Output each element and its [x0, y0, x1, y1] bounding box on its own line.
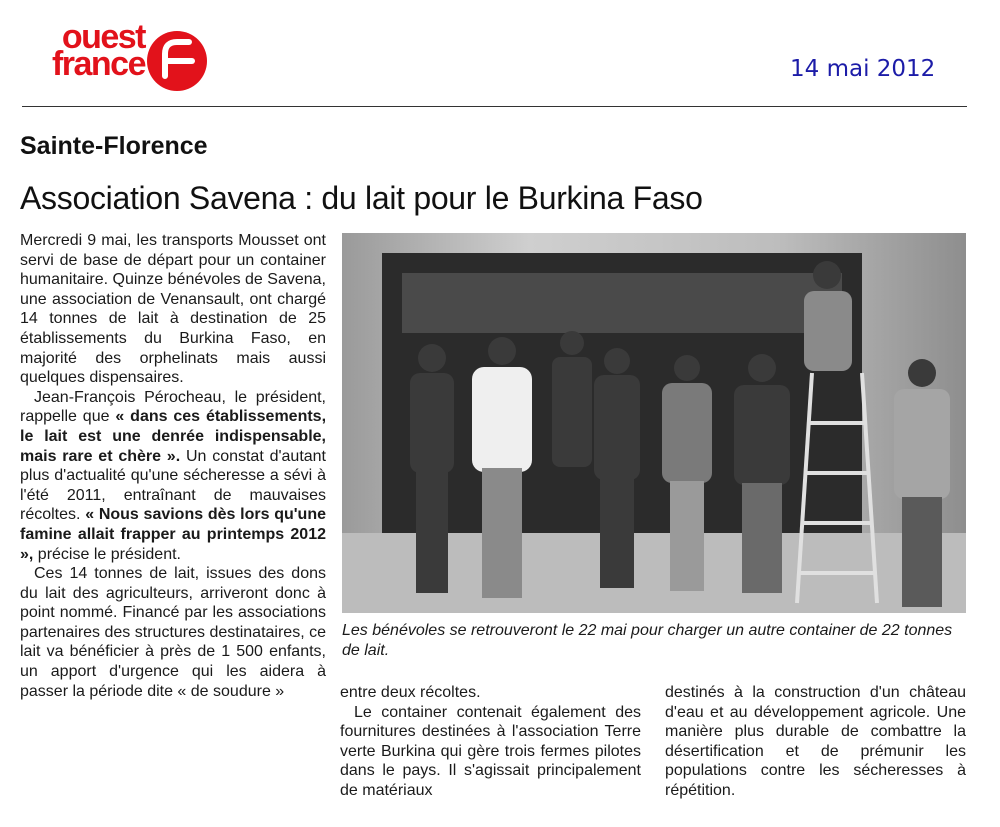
paragraph: entre deux récoltes.: [340, 684, 481, 701]
logo-line-2: france: [51, 45, 145, 83]
logo-wordmark: [20, 18, 145, 83]
logo-line-1: ouest: [61, 18, 145, 56]
paragraph-text: Un constat d'autant plus d'actualité qu'une sécheresse a sévi à l'été 2011, entraînant de mauvaises récoltes.: [20, 447, 327, 524]
logo-circle-icon: [146, 30, 208, 92]
paragraph-text: Jean-François Pérocheau, le président, rappelle que: [20, 388, 326, 426]
article-photo: [342, 233, 966, 613]
paragraph: [20, 388, 326, 564]
paragraph: Mercredi 9 mai, les transports Mousset ont servi de base de départ pour un container humanitaire. Quinze bénévoles de Savena, une association de Venansault, ont chargé 14 tonnes de lait à destination de 25 établissements du Burkina Faso, en majorité des orphelinats mais aussi quelques dispensaires.: [20, 232, 326, 387]
article-column-3: [665, 683, 966, 801]
section-title: Sainte-Florence: [20, 132, 208, 160]
paragraph: destinés à la construction d'un château d'eau et au développement agricole. Une manière plus durable de combattre la désertification et de prémunir les populations contre les sécheresses à répétition.: [665, 684, 966, 799]
header-divider: [22, 106, 967, 107]
article-column-1: [20, 231, 326, 701]
article-column-2: [340, 683, 641, 801]
paragraph: Ces 14 tonnes de lait, issues des dons du lait des agriculteurs, arriveront donc à point nommé. Financé par les associations partenaires des structures destinataires, ce lait va bénéficier à près de 1 500 enfants, un apport d'urgence qui les aidera à passer la période dite « de soudure »: [20, 565, 326, 700]
photo-caption: Les bénévoles se retrouveront le 22 mai pour charger un autre container de 22 tonnes de lait.: [342, 622, 953, 659]
paragraph-text: précise le président.: [33, 545, 181, 563]
ouest-france-logo: [20, 18, 210, 92]
publication-date: 14 mai 2012: [790, 56, 936, 82]
paragraph: Le container contenait également des fournitures destinées à l'association Terre verte Burkina qui gère trois fermes pilotes dans le pays. Il s'agissait principalement de matériaux: [340, 703, 641, 799]
quote-bold: « Nous savions dès lors qu'une famine allait frapper au printemps 2012 »,: [20, 506, 327, 563]
quote-bold: « dans ces établissements, le lait est une denrée indispensable, mais rare et chère ».: [20, 408, 327, 465]
article-headline: Association Savena : du lait pour le Burkina Faso: [20, 180, 703, 216]
